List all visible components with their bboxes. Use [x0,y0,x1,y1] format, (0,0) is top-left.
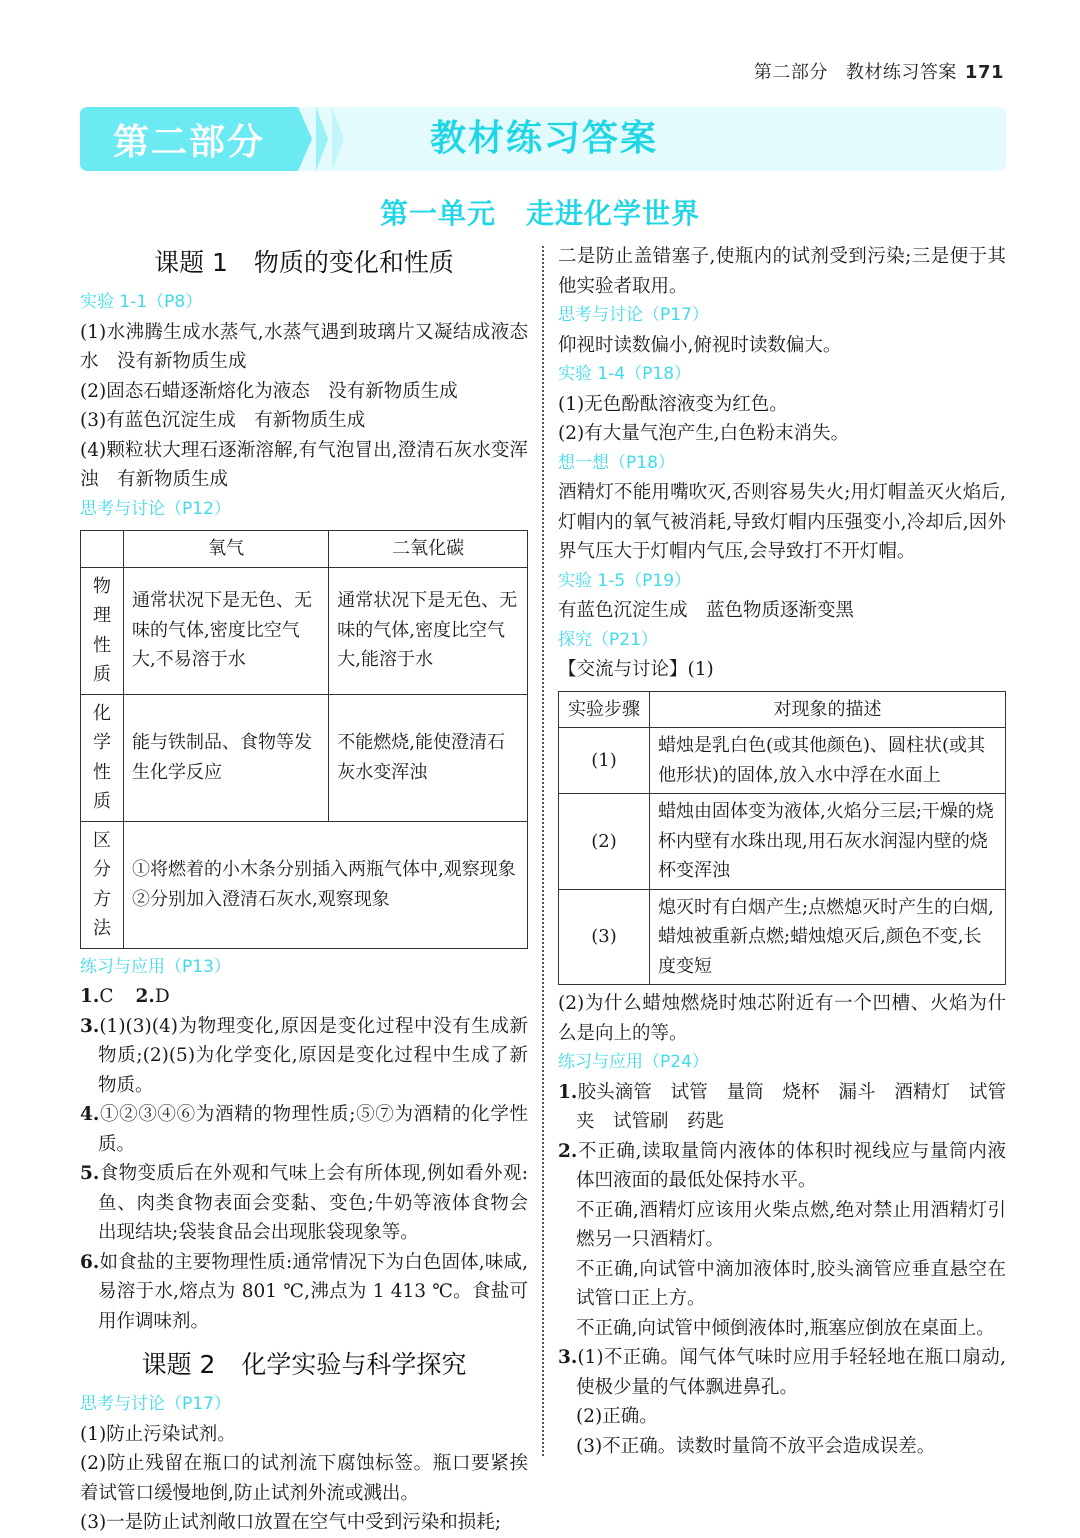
answer-text: 食物变质后在外观和气味上会有所体现,例如看外观:鱼、肉类食物表面会变黏、变色;牛奶等液体食物会出现结块;袋装食品会出现胀袋现象等。 [98,1163,528,1243]
question-number: 2. [558,1140,578,1162]
banner-title: 教材练习答案 [430,118,659,159]
answer-line: 不正确,向试管中倾倒液体时,瓶塞应倒放在桌面上。 [576,1317,995,1339]
gas-comparison-table [80,530,528,949]
table-header-cell: 二氧化碳 [329,531,528,568]
column-divider [542,246,544,1456]
table-cell: 蜡烛由固体变为液体,火焰分三层;干燥的烧杯内壁有水珠出现,用石灰水润湿内壁的烧杯变浑浊 [650,794,1006,890]
answer-line: (2)防止残留在瓶口的试剂流下腐蚀标签。瓶口要紧挨着试管口缓慢地倒,防止试剂外流或溅出。 [80,1453,528,1504]
method-1: ①将燃着的小木条分别插入两瓶气体中,观察现象 [132,859,516,880]
chevron-right-icon [332,107,344,171]
section-banner [80,107,1006,171]
answer-line [558,1137,1006,1196]
answer-text: 不正确,读取量筒内液体的体积时视线应与量筒内液体凹液面的最低处保持水平。 [576,1140,1006,1191]
answer-line [80,1159,528,1248]
section-heading: 练习与应用（P13） [80,956,231,977]
header-title: 教材练习答案 [845,62,957,83]
answer-line: 酒精灯不能用嘴吹灭,否则容易失火;用灯帽盖灭火焰后,灯帽内的氧气被消耗,导致灯帽内压强变小,冷却后,因外界气压大于灯帽内气压,会导致打不开灯帽。 [558,482,1006,562]
lesson-name: 化学实验与科学探究 [241,1350,467,1379]
unit-number: 第一单元 [379,197,496,230]
answer-line: (4)颗粒状大理石逐渐溶解,有气泡冒出,澄清石灰水变浑浊 有新物质生成 [80,439,528,490]
table-header-cell [81,531,124,568]
page-number: 171 [964,62,1004,83]
answer-line: (1)无色酚酞溶液变为红色。 [558,393,788,415]
lesson-1-title [80,244,528,282]
table-cell [124,821,528,948]
table-cell: 不能燃烧,能使澄清石灰水变浑浊 [329,694,528,821]
answer-line: (3)一是防止试剂敞口放置在空气中受到污染和损耗; [80,1512,501,1533]
table-header-row [81,531,528,568]
answer-line: (1)水沸腾生成水蒸气,水蒸气遇到玻璃片又凝结成液态水 没有新物质生成 [80,321,528,372]
answer-line: (3)不正确。读数时量筒不放平会造成误差。 [576,1435,936,1457]
table-cell: 熄灭时有白烟产生;点燃熄灭时产生的白烟,蜡烛被重新点燃;蜡烛熄灭后,颜色不变,长度变短 [650,889,1006,985]
question-number: 2. [135,986,155,1007]
answer-text: D [154,986,170,1007]
answer-line: (2)正确。 [576,1406,658,1427]
answer-line: 不正确,酒精灯应该用火柴点燃,绝对禁止用酒精灯引燃另一只酒精灯。 [576,1199,1006,1250]
question-number: 3. [80,1015,100,1037]
banner-part-tab [80,107,298,171]
answer-line: 二是防止盖错塞子,使瓶内的试剂受到污染;三是便于其他实验者取用。 [558,246,1006,297]
table-header-row [559,691,1006,728]
answer-line: (2)固态石蜡逐渐熔化为液态 没有新物质生成 [80,380,458,402]
section-heading: 实验 1-4（P18） [558,364,692,384]
answer-line: 仰视时读数偏小,俯视时读数偏大。 [558,334,842,356]
question-number: 4. [80,1104,100,1125]
question-number: 6. [80,1251,100,1273]
table-row [81,821,528,948]
section-heading: 想一想（P18） [558,452,675,473]
candle-observation-table [558,691,1006,986]
answer-text: 胶头滴管 试管 量筒 烧杯 漏斗 酒精灯 试管夹 试管刷 药匙 [576,1081,1006,1132]
unit-title [0,192,1080,232]
row-label: 区分方法 [81,821,124,948]
right-column [558,242,1006,1461]
table-cell: 蜡烛是乳白色(或其他颜色)、圆柱状(或其他形状)的固体,放入水中浮在水面上 [650,728,1006,794]
unit-name: 走进化学世界 [526,197,701,230]
table-header-cell: 对现象的描述 [650,691,1006,728]
section-heading: 探究（P21） [558,629,658,650]
question-number: 1. [558,1081,578,1103]
subheading: 【交流与讨论】(1) [558,659,714,680]
table-cell: 通常状况下是无色、无味的气体,密度比空气大,能溶于水 [329,567,528,694]
answer-line [80,982,528,1012]
answer-line [558,1343,1006,1402]
step-cell: (2) [559,794,650,890]
table-cell: 能与铁制品、食物等发生化学反应 [124,694,329,821]
table-header-cell: 实验步骤 [559,691,650,728]
table-cell: 通常状况下是无色、无味的气体,密度比空气大,不易溶于水 [124,567,329,694]
table-row [559,889,1006,985]
row-label: 化学性质 [81,694,124,821]
answer-text: C [99,986,114,1007]
banner-part-label: 第二部分 [112,121,265,163]
section-heading: 实验 1-5（P19） [558,570,692,591]
question-number: 3. [558,1347,578,1368]
table-row [81,567,528,694]
table-row [559,794,1006,890]
lesson-2-title [80,1346,528,1384]
step-cell: (1) [559,728,650,794]
lesson-number: 课题 2 [141,1350,216,1379]
section-heading: 思考与讨论（P17） [558,305,709,325]
section-heading: 练习与应用（P24） [558,1052,709,1072]
method-2: ②分别加入澄清石灰水,观察现象 [132,888,390,910]
running-header [754,58,1004,84]
answer-line: (2)为什么蜡烛燃烧时烛芯附近有一个凹槽、火焰为什么是向上的等。 [558,993,1006,1044]
answer-text: ①②③④⑥为酒精的物理性质;⑤⑦为酒精的化学性质。 [98,1104,528,1155]
banner-arrow-icon [298,107,312,171]
answer-line [80,1012,528,1101]
row-label: 物理性质 [81,567,124,694]
step-cell: (3) [559,889,650,985]
left-column [80,240,528,1538]
answer-text: 如食盐的主要物理性质:通常情况下为白色固体,味咸,易溶于水,熔点为 801 ℃,沸点为 1 413 ℃。食盐可用作调味剂。 [98,1251,528,1332]
section-heading: 实验 1-1（P8） [80,292,203,312]
table-row [559,728,1006,794]
section-heading: 思考与讨论（P12） [80,498,231,519]
answer-line: (1)防止污染试剂。 [80,1423,236,1445]
lesson-name: 物质的变化和性质 [253,248,454,277]
question-number: 1. [80,986,100,1007]
answer-text: (1)(3)(4)为物理变化,原因是变化过程中没有生成新物质;(2)(5)为化学变化,原因是变化过程中生成了新物质。 [98,1015,528,1096]
lesson-number: 课题 1 [154,248,228,277]
answer-line: 不正确,向试管中滴加液体时,胶头滴管应垂直悬空在试管口正上方。 [576,1258,1006,1309]
answer-line [80,1248,528,1337]
table-header-cell: 氧气 [124,531,329,568]
table-row [81,694,528,821]
header-part: 第二部分 [753,62,828,83]
chevron-right-icon [316,107,328,171]
answer-line [558,1078,1006,1137]
question-number: 5. [80,1163,100,1184]
section-heading: 思考与讨论（P17） [80,1394,231,1414]
answer-line: (3)有蓝色沉淀生成 有新物质生成 [80,410,366,431]
answer-line [80,1100,528,1159]
answer-text: (1)不正确。闻气体气味时应用手轻轻地在瓶口扇动,使极少量的气体飘进鼻孔。 [576,1347,1006,1398]
answer-line: 有蓝色沉淀生成 蓝色物质逐渐变黑 [558,600,855,621]
answer-line: (2)有大量气泡产生,白色粉末消失。 [558,423,850,444]
